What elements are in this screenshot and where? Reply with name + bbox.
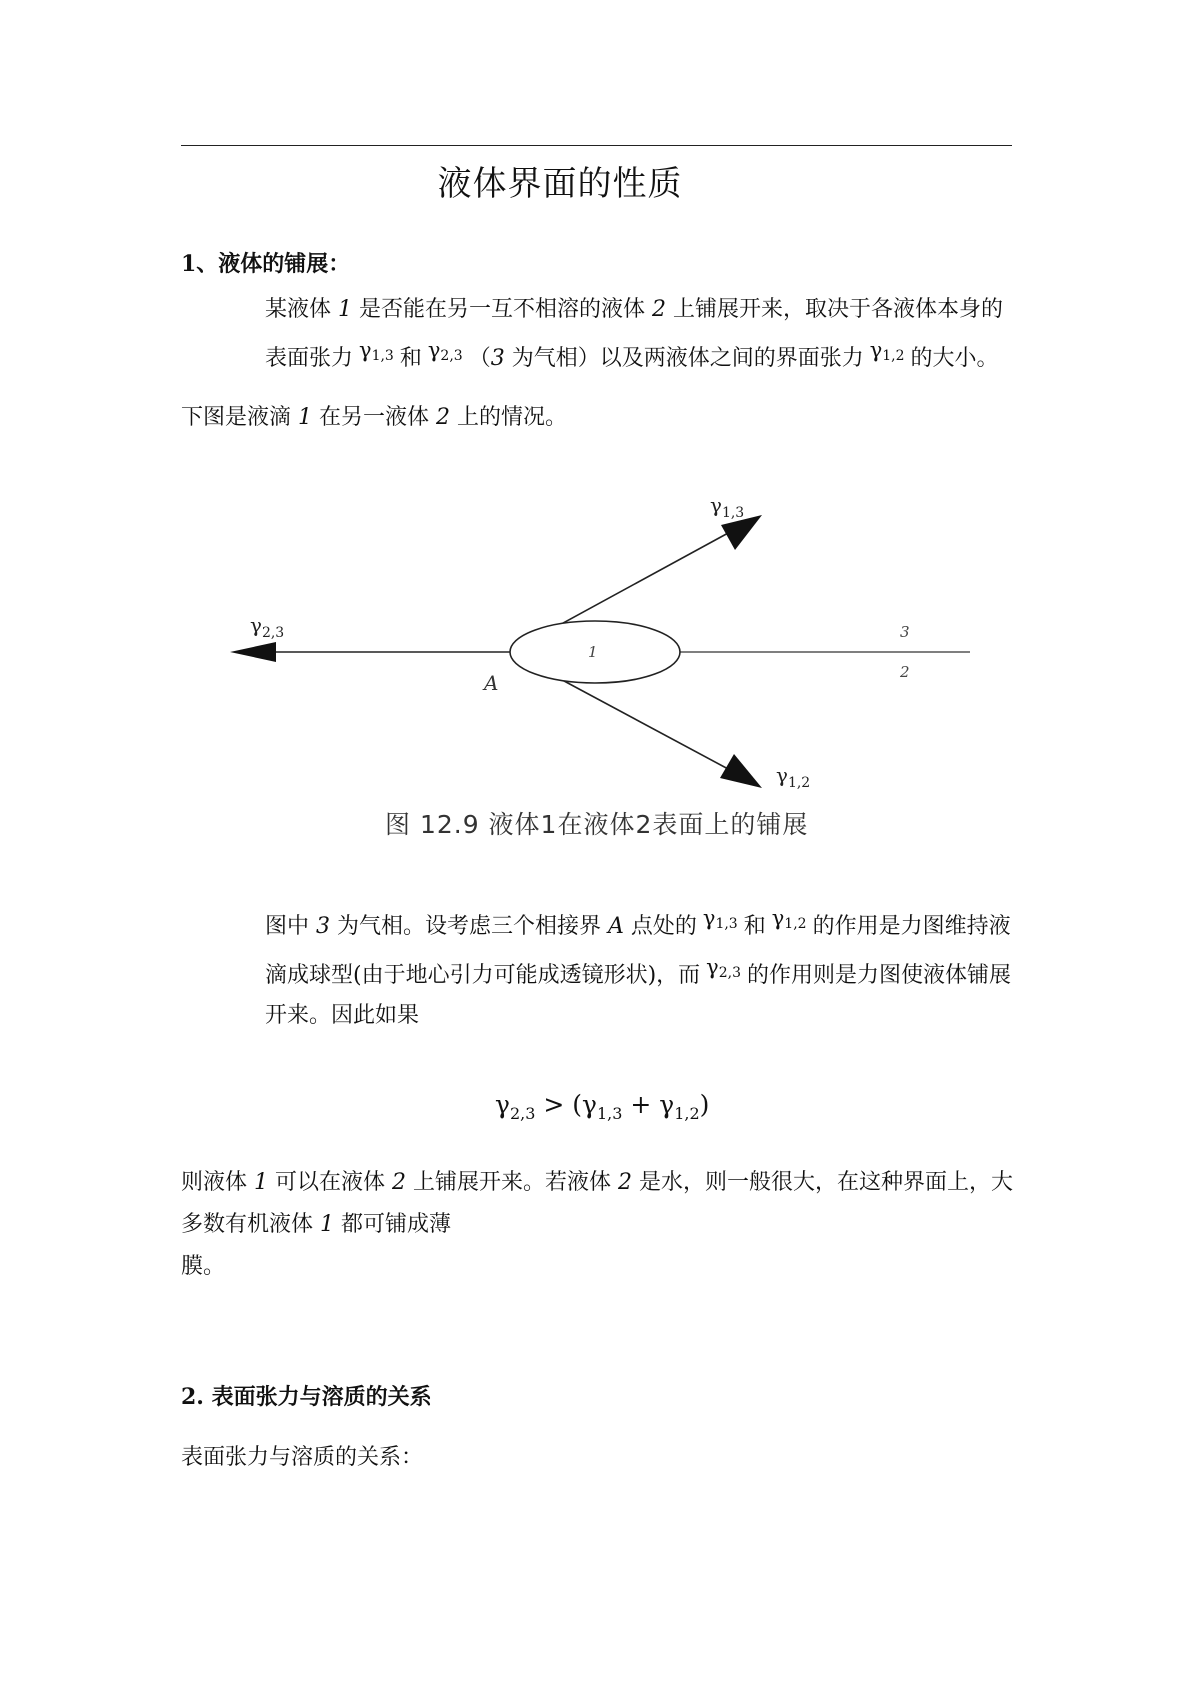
gamma-2-3-symbol: $\gamma_{2,3}$	[427, 338, 463, 364]
phase-2-label: 2	[900, 663, 910, 681]
point-a-label: A	[484, 671, 499, 695]
section2-text: 表面张力与溶质的关系：	[181, 1445, 424, 1470]
gamma-1-2-symbol: $\gamma_{1,2}$	[869, 338, 905, 364]
page-title: 液体界面的性质	[437, 164, 683, 204]
gamma-1-3-symbol: $\gamma_{1,3}$	[359, 338, 394, 364]
gamma-1-3-label: $\gamma_{1,3}$	[710, 493, 745, 521]
section2-heading: 2. 表面张力与溶质的关系	[181, 1384, 432, 1410]
spreading-diagram	[200, 470, 980, 850]
gamma-2-3-arrowhead	[230, 642, 276, 662]
paragraph-4: 则液体 1 可以在液体 2 上铺展开来。若液体 2 是水，则一般很大，在这种界面上，大多数有机液体 1 都可铺成薄 膜。	[181, 1170, 1013, 1279]
spreading-condition-equation: $\gamma_{2,3} > (\gamma_{1,3} + \gamma_{1,2})$	[495, 1090, 710, 1123]
gamma-1-3-symbol: $\gamma_{1,3}$	[702, 906, 738, 932]
paragraph-2: 下图是液滴 1 在另一液体 2 上的情况。	[181, 405, 567, 430]
phase-3-label: 3	[900, 623, 910, 641]
paragraph-3: 图中 3 为气相。设考虑三个相接界 A 点处的 $\gamma_{1,3}$ 和 $\gamma_{1,2}$ 的作用是力图维持液滴成球型(由于地心引力可能成透镜形状)，而 $\gamma_{2,3}$ 的作用则是力图使液体铺展开来。因此如果	[265, 906, 1012, 1028]
gamma-1-2-symbol: $\gamma_{1,2}$	[771, 906, 807, 932]
figure-caption: 图 12.9 液体1在液体2表面上的铺展	[385, 810, 809, 839]
gamma-2-3-label: $\gamma_{2,3}$	[250, 613, 285, 641]
gamma-2-3-symbol: $\gamma_{2,3}$	[706, 955, 741, 981]
gamma-1-2-label: $\gamma_{1,2}$	[776, 763, 811, 791]
gamma-1-2-arrowhead	[720, 754, 762, 788]
header-rule	[181, 145, 1012, 146]
paragraph-1: 某液体 1 是否能在另一互不相溶的液体 2 上铺展开来，取决于各液体本身的表面张力 $\gamma_{1,3}$ 和 $\gamma_{2,3}$ （3 为气相）以及两液体之间的界面张力 $\gamma_{1,2}$ 的大小。	[265, 297, 1003, 371]
drop-label: 1	[588, 643, 598, 661]
section1-heading: 1、液体的铺展：	[181, 251, 351, 277]
